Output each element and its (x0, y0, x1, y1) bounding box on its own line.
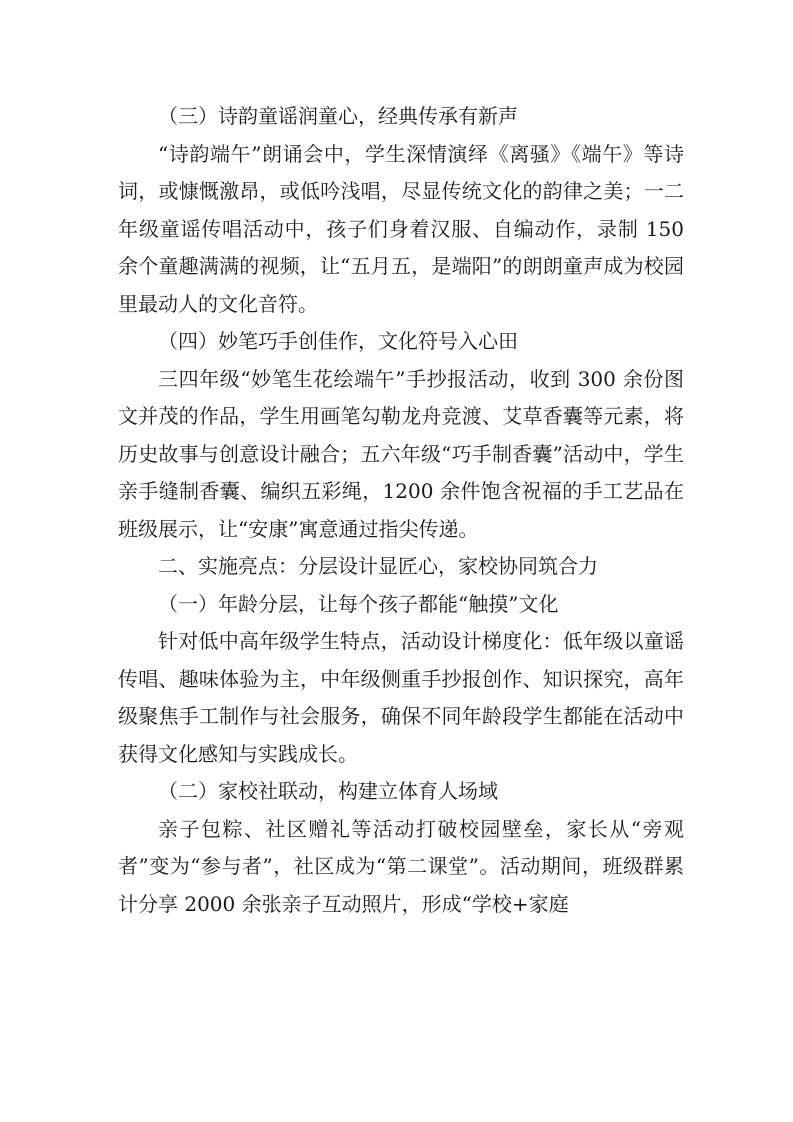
section-heading-3: （三）诗韵童谣润童心，经典传承有新声 (158, 104, 518, 128)
section-heading-age-layering: （一）年龄分层，让每个孩子都能“触摸”文化 (158, 591, 559, 616)
section-heading-home-school: （二）家校社联动，构建立体育人场域 (158, 779, 498, 803)
paragraph-home-school: 亲子包粽、社区赠礼等活动打破校园壁垒，家长从“旁观者”变为“参与者”，社区成为“第二课堂”。活动期间，班级群累计分享 2000 余张亲子互动照片，形成“学校+家庭 (118, 816, 684, 916)
chapter-heading-highlights: 二、实施亮点：分层设计显匠心，家校协同筑合力 (158, 554, 598, 578)
document-body (118, 98, 684, 923)
section-heading-4: （四）妙笔巧手创佳作，文化符号入心田 (158, 329, 518, 353)
paragraph-age-layering: 针对低中高年级学生特点，活动设计梯度化：低年级以童谣传唱、趣味体验为主，中年级侧重手抄报创作、知识探究，高年级聚焦手工制作与社会服务，确保不同年龄段学生都能在活动中获得文化感知与实践成长。 (118, 629, 684, 766)
paragraph-handcraft: 三四年级“妙笔生花绘端午”手抄报活动，收到 300 余份图文并茂的作品，学生用画笔勾勒龙舟竞渡、艾草香囊等元素，将历史故事与创意设计融合；五六年级“巧手制香囊”活动中，学生亲手缝制香囊、编织五彩绳，1200 余件饱含祝福的手工艺品在班级展示，让“安康”寓意通过指尖传递。 (118, 366, 684, 541)
paragraph-poetry-recital: “诗韵端午”朗诵会中，学生深情演绎《离骚》《端午》等诗词，或慷慨激昂，或低吟浅唱，尽显传统文化的韵律之美；一二年级童谣传唱活动中，孩子们身着汉服、自编动作，录制 150 余个童趣满满的视频，让“五月五，是端阳”的朗朗童声成为校园里最动人的文化音符。 (118, 141, 684, 316)
